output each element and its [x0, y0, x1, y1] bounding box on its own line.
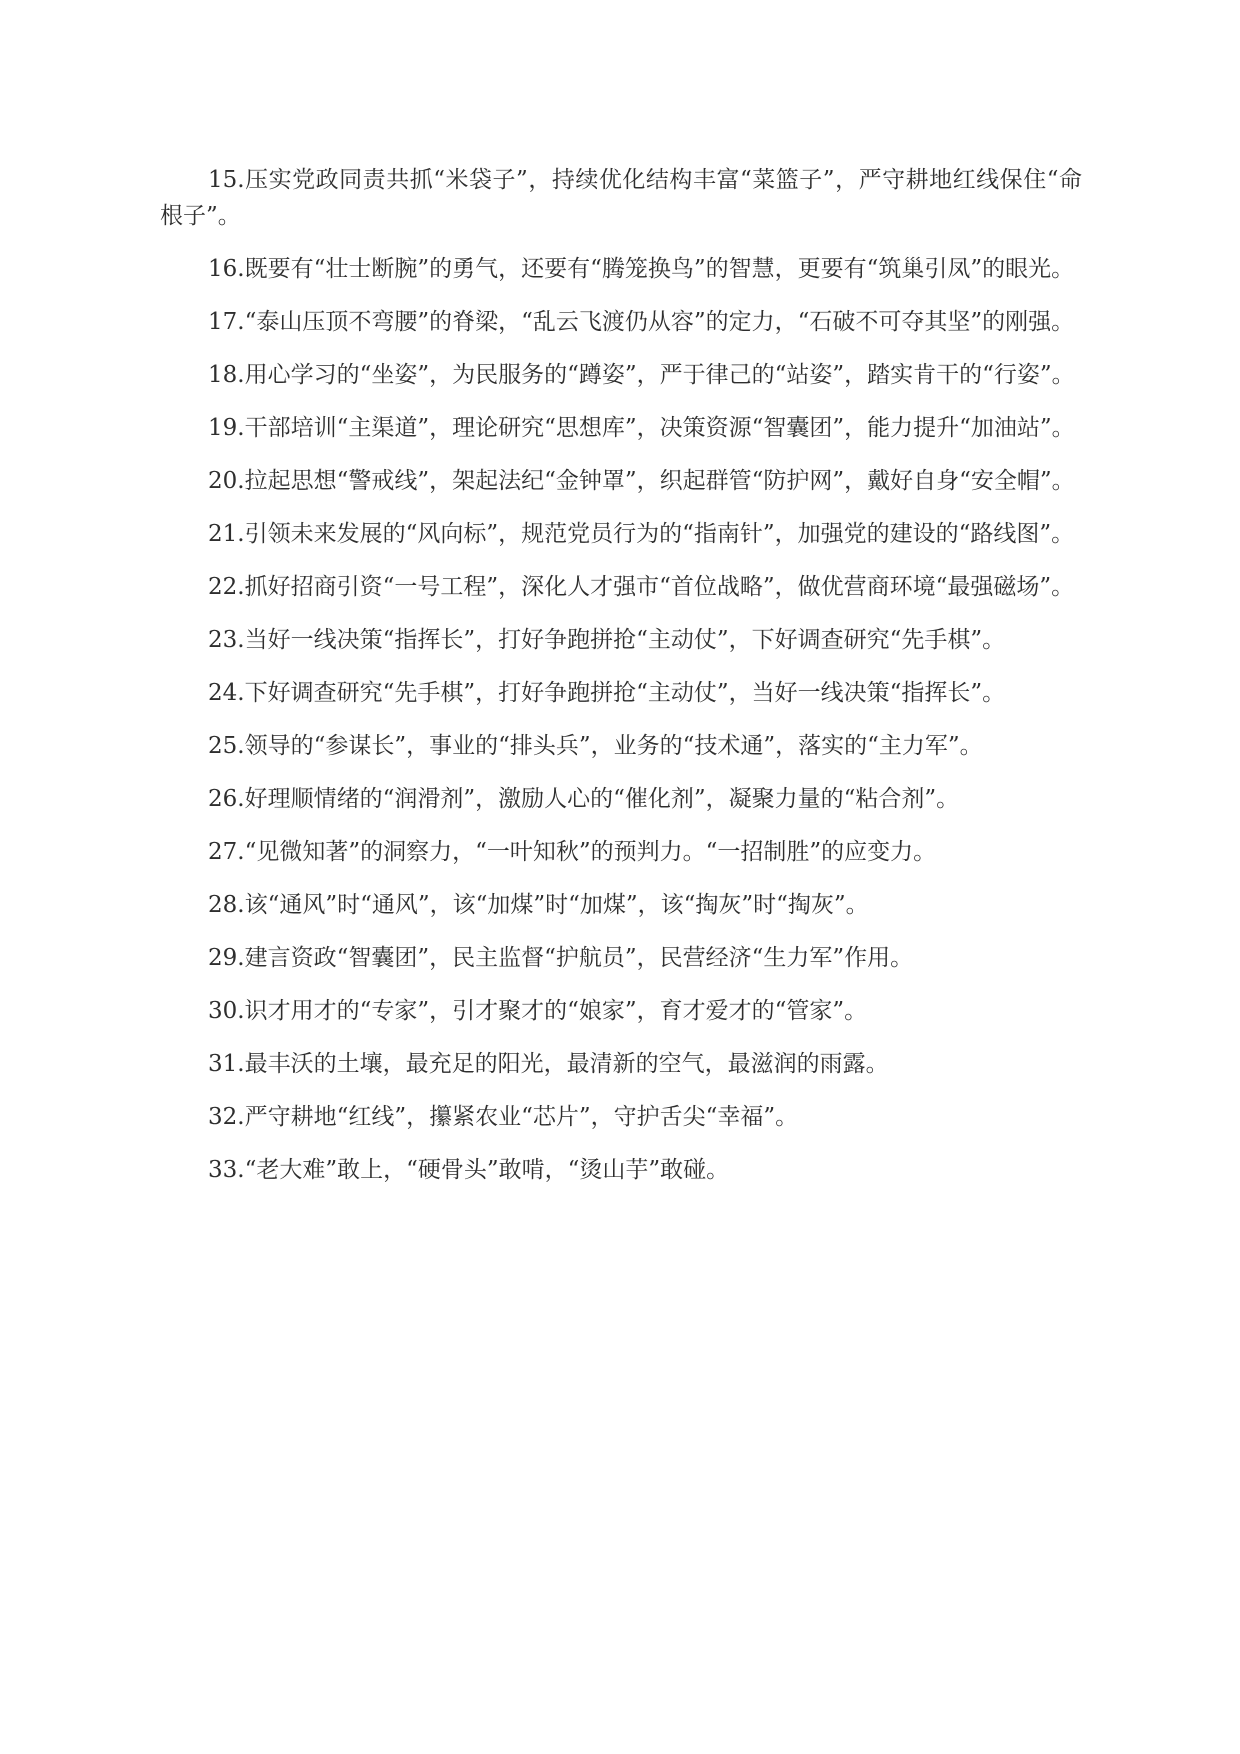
item-number: 23.: [208, 627, 245, 653]
item-text: 当好一线决策“指挥长”，打好争跑拼抢“主动仗”，下好调查研究“先手棋”。: [244, 627, 1006, 653]
list-item: [160, 251, 1082, 287]
item-text: 抓好招商引资“一号工程”，深化人才强市“首位战略”，做优营商环境“最强磁场”。: [244, 574, 1075, 600]
item-number: 30.: [208, 998, 245, 1024]
item-text: 用心学习的“坐姿”，为民服务的“蹲姿”，严于律己的“站姿”，踏实肯干的“行姿”。: [244, 362, 1075, 388]
item-number: 31.: [208, 1051, 245, 1077]
item-text: 严守耕地“红线”，攥紧农业“芯片”，守护舌尖“幸福”。: [244, 1104, 799, 1130]
item-number: 28.: [208, 892, 245, 918]
item-number: 33.: [208, 1157, 245, 1183]
list-item: [160, 728, 1082, 764]
list-item: [160, 1152, 1082, 1188]
list-item: [160, 463, 1082, 499]
list-item: [160, 675, 1082, 711]
item-number: 25.: [208, 733, 245, 759]
list-item: [160, 622, 1082, 658]
item-text: “泰山压顶不弯腰”的脊梁，“乱云飞渡仍从容”的定力，“石破不可夺其坚”的刚强。: [244, 309, 1075, 335]
item-number: 24.: [208, 680, 245, 706]
list-item: [160, 993, 1082, 1029]
item-number: 27.: [208, 839, 245, 865]
item-number: 32.: [208, 1104, 245, 1130]
item-text: 识才用才的“专家”，引才聚才的“娘家”，育才爱才的“管家”。: [244, 998, 868, 1024]
list-item: [160, 516, 1082, 552]
item-text: 建言资政“智囊团”，民主监督“护航员”，民营经济“生力军”作用。: [244, 945, 914, 971]
list-item: [160, 887, 1082, 923]
list-item: [160, 304, 1082, 340]
item-number: 16.: [208, 256, 245, 282]
list-item: [160, 162, 1082, 234]
item-text: 既要有“壮士断腕”的勇气，还要有“腾笼换鸟”的智慧，更要有“筑巢引凤”的眼光。: [244, 256, 1075, 282]
item-text: 该“通风”时“通风”，该“加煤”时“加煤”，该“掏灰”时“掏灰”。: [244, 892, 869, 918]
item-number: 18.: [208, 362, 245, 388]
item-number: 29.: [208, 945, 245, 971]
item-number: 17.: [208, 309, 245, 335]
document-body: [160, 162, 1082, 1205]
list-item: [160, 1099, 1082, 1135]
item-number: 20.: [208, 468, 245, 494]
item-text: 压实党政同责共抓“米袋子”，持续优化结构丰富“菜篮子”，严守耕地红线保住“命根子”。: [160, 167, 1082, 229]
item-number: 19.: [208, 415, 245, 441]
item-number: 21.: [208, 521, 245, 547]
item-number: 15.: [208, 167, 245, 193]
list-item: [160, 569, 1082, 605]
list-item: [160, 781, 1082, 817]
item-text: 拉起思想“警戒线”，架起法纪“金钟罩”，织起群管“防护网”，戴好自身“安全帽”。: [244, 468, 1075, 494]
item-text: “见微知著”的洞察力，“一叶知秋”的预判力。“一招制胜”的应变力。: [244, 839, 937, 865]
list-item: [160, 1046, 1082, 1082]
list-item: [160, 357, 1082, 393]
item-number: 22.: [208, 574, 245, 600]
item-number: 26.: [208, 786, 245, 812]
item-text: 领导的“参谋长”，事业的“排头兵”，业务的“技术通”，落实的“主力军”。: [244, 733, 983, 759]
item-text: 好理顺情绪的“润滑剂”，激励人心的“催化剂”，凝聚力量的“粘合剂”。: [244, 786, 960, 812]
item-text: “老大难”敢上，“硬骨头”敢啃，“烫山芋”敢碰。: [244, 1157, 730, 1183]
item-text: 最丰沃的土壤，最充足的阳光，最清新的空气，最滋润的雨露。: [244, 1051, 889, 1077]
list-item: [160, 940, 1082, 976]
list-item: [160, 834, 1082, 870]
item-text: 干部培训“主渠道”，理论研究“思想库”，决策资源“智囊团”，能力提升“加油站”。: [244, 415, 1075, 441]
item-text: 引领未来发展的“风向标”，规范党员行为的“指南针”，加强党的建设的“路线图”。: [244, 521, 1075, 547]
list-item: [160, 410, 1082, 446]
item-text: 下好调查研究“先手棋”，打好争跑拼抢“主动仗”，当好一线决策“指挥长”。: [244, 680, 1006, 706]
